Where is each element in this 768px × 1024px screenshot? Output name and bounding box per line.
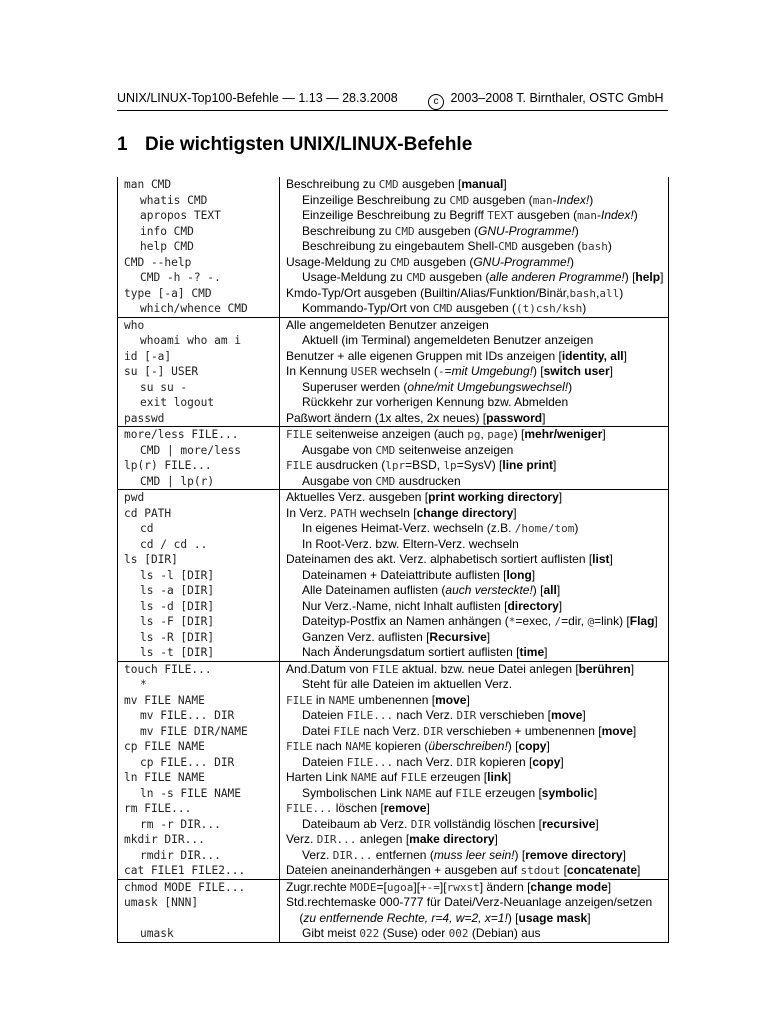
section-title-text: Die wichtigsten UNIX/LINUX-Befehle: [145, 134, 473, 155]
command-cell: mv FILE... DIR: [118, 708, 280, 724]
command-cell: chmod MODE FILE...: [118, 879, 280, 895]
table-row: [118, 349, 669, 365]
table-row: [118, 255, 669, 271]
description-cell: Verz. DIR... anlegen [make directory]: [280, 832, 669, 848]
description-cell: Dateien FILE... nach Verz. DIR kopieren [copy]: [280, 755, 669, 771]
header-copyright-text: 2003–2008 T. Birnthaler, OSTC GmbH: [450, 91, 664, 105]
command-cell: ls -a [DIR]: [118, 583, 280, 599]
table-row: [118, 506, 669, 522]
table-row: [118, 521, 669, 537]
table-row: [118, 317, 669, 333]
command-cell: umask: [118, 926, 280, 942]
table-row: [118, 474, 669, 490]
command-cell: *: [118, 677, 280, 693]
description-cell: Dateinamen des akt. Verz. alphabetisch sortiert auflisten [list]: [280, 552, 669, 568]
command-cell: man CMD: [118, 177, 280, 193]
command-table: [117, 177, 669, 943]
description-cell: Dateien aneinanderhängen + ausgeben auf stdout [concatenate]: [280, 863, 669, 879]
description-cell: Beschreibung zu CMD ausgeben (GNU-Programme!): [280, 224, 669, 240]
command-cell: rmdir DIR...: [118, 848, 280, 864]
description-cell: Alle angemeldeten Benutzer anzeigen: [280, 317, 669, 333]
description-cell: Std.rechtemaske 000-777 für Datei/Verz-Neuanlage anzeigen/setzen (zu entfernende Rechte, r=4, w=2, x=1!) [usage mask]: [280, 895, 669, 926]
command-cell: CMD -h -? -.: [118, 270, 280, 286]
description-cell: Aktuell (im Terminal) angemeldeten Benutzer anzeigen: [280, 333, 669, 349]
table-row: [118, 599, 669, 615]
command-cell: help CMD: [118, 239, 280, 255]
command-cell: touch FILE...: [118, 661, 280, 677]
description-cell: Aktuelles Verz. ausgeben [print working directory]: [280, 490, 669, 506]
description-cell: Usage-Meldung zu CMD ausgeben (GNU-Programme!): [280, 255, 669, 271]
command-cell: cd / cd ..: [118, 537, 280, 553]
table-row: [118, 739, 669, 755]
description-cell: Symbolischen Link NAME auf FILE erzeugen [symbolic]: [280, 786, 669, 802]
command-cell: cd PATH: [118, 506, 280, 522]
command-cell: pwd: [118, 490, 280, 506]
description-cell: FILE seitenweise anzeigen (auch pg, page) [mehr/weniger]: [280, 427, 669, 443]
command-cell: su su -: [118, 380, 280, 396]
command-cell: ls [DIR]: [118, 552, 280, 568]
command-cell: mv FILE NAME: [118, 693, 280, 709]
section-number: 1: [117, 134, 128, 155]
command-cell: ls -d [DIR]: [118, 599, 280, 615]
command-cell: whatis CMD: [118, 193, 280, 209]
description-cell: And.Datum von FILE aktual. bzw. neue Datei anlegen [berühren]: [280, 661, 669, 677]
command-cell: umask [NNN]: [118, 895, 280, 926]
table-row: [118, 708, 669, 724]
description-cell: Ausgabe von CMD seitenweise anzeigen: [280, 443, 669, 459]
description-cell: FILE... löschen [remove]: [280, 801, 669, 817]
table-row: [118, 677, 669, 693]
command-cell: ls -F [DIR]: [118, 614, 280, 630]
header-left: UNIX/LINUX-Top100-Befehle — 1.13 — 28.3.2008: [117, 91, 398, 105]
table-row: [118, 537, 669, 553]
command-cell: which/whence CMD: [118, 301, 280, 317]
command-cell: exit logout: [118, 395, 280, 411]
description-cell: Verz. DIR... entfernen (muss leer sein!) [remove directory]: [280, 848, 669, 864]
command-cell: rm -r DIR...: [118, 817, 280, 833]
table-row: [118, 411, 669, 427]
table-row: [118, 755, 669, 771]
header-right: [428, 91, 664, 110]
command-cell: lp(r) FILE...: [118, 458, 280, 474]
command-cell: apropos TEXT: [118, 208, 280, 224]
table-row: [118, 832, 669, 848]
description-cell: Beschreibung zu eingebautem Shell-CMD ausgeben (bash): [280, 239, 669, 255]
table-row: [118, 693, 669, 709]
table-row: [118, 193, 669, 209]
description-cell: Gibt meist 022 (Suse) oder 002 (Debian) aus: [280, 926, 669, 942]
description-cell: Paßwort ändern (1x altes, 2x neues) [password]: [280, 411, 669, 427]
description-cell: Zugr.rechte MODE=[ugoa][+-=][rwxst] ändern [change mode]: [280, 879, 669, 895]
command-cell: type [-a] CMD: [118, 286, 280, 302]
table-row: [118, 895, 669, 926]
table-row: [118, 645, 669, 661]
command-cell: CMD | more/less: [118, 443, 280, 459]
description-cell: Ganzen Verz. auflisten [Recursive]: [280, 630, 669, 646]
table-row: [118, 239, 669, 255]
table-row: [118, 630, 669, 646]
description-cell: In Verz. PATH wechseln [change directory]: [280, 506, 669, 522]
command-cell: more/less FILE...: [118, 427, 280, 443]
command-cell: passwd: [118, 411, 280, 427]
command-cell: cd: [118, 521, 280, 537]
description-cell: Alle Dateinamen auflisten (auch versteckte!) [all]: [280, 583, 669, 599]
description-cell: Einzeilige Beschreibung zu CMD ausgeben (man-Index!): [280, 193, 669, 209]
description-cell: Harten Link NAME auf FILE erzeugen [link]: [280, 770, 669, 786]
description-cell: Benutzer + alle eigenen Gruppen mit IDs anzeigen [identity, all]: [280, 349, 669, 365]
description-cell: Kmdo-Typ/Ort ausgeben (Builtin/Alias/Funktion/Binär,bash,all): [280, 286, 669, 302]
table-row: [118, 301, 669, 317]
table-row: [118, 427, 669, 443]
table-row: [118, 786, 669, 802]
table-row: [118, 879, 669, 895]
description-cell: Nach Änderungsdatum sortiert auflisten [time]: [280, 645, 669, 661]
description-cell: Ausgabe von CMD ausdrucken: [280, 474, 669, 490]
command-cell: cat FILE1 FILE2...: [118, 863, 280, 879]
description-cell: Steht für alle Dateien im aktuellen Verz.: [280, 677, 669, 693]
command-cell: mv FILE DIR/NAME: [118, 724, 280, 740]
command-cell: su [-] USER: [118, 364, 280, 380]
description-cell: Dateinamen + Dateiattribute auflisten [long]: [280, 568, 669, 584]
table-row: [118, 286, 669, 302]
table-row: [118, 490, 669, 506]
header-rule: [117, 110, 668, 111]
table-row: [118, 364, 669, 380]
command-cell: ls -R [DIR]: [118, 630, 280, 646]
table-row: [118, 661, 669, 677]
description-cell: Nur Verz.-Name, nicht Inhalt auflisten [directory]: [280, 599, 669, 615]
description-cell: Dateien FILE... nach Verz. DIR verschieben [move]: [280, 708, 669, 724]
table-row: [118, 380, 669, 396]
table-row: [118, 926, 669, 942]
command-cell: whoami who am i: [118, 333, 280, 349]
table-row: [118, 568, 669, 584]
table-row: [118, 848, 669, 864]
command-cell: mkdir DIR...: [118, 832, 280, 848]
description-cell: FILE nach NAME kopieren (überschreiben!) [copy]: [280, 739, 669, 755]
table-row: [118, 208, 669, 224]
command-cell: CMD --help: [118, 255, 280, 271]
command-cell: id [-a]: [118, 349, 280, 365]
table-row: [118, 333, 669, 349]
table-row: [118, 770, 669, 786]
description-cell: FILE in NAME umbenennen [move]: [280, 693, 669, 709]
description-cell: Superuser werden (ohne/mit Umgebungswechsel!): [280, 380, 669, 396]
description-cell: Dateibaum ab Verz. DIR vollständig löschen [recursive]: [280, 817, 669, 833]
description-cell: In eigenes Heimat-Verz. wechseln (z.B. /home/tom): [280, 521, 669, 537]
table-row: [118, 863, 669, 879]
table-row: [118, 724, 669, 740]
table-row: [118, 552, 669, 568]
description-cell: In Root-Verz. bzw. Eltern-Verz. wechseln: [280, 537, 669, 553]
command-cell: info CMD: [118, 224, 280, 240]
table-row: [118, 270, 669, 286]
command-cell: ls -l [DIR]: [118, 568, 280, 584]
table-row: [118, 583, 669, 599]
description-cell: In Kennung USER wechseln (-=mit Umgebung!) [switch user]: [280, 364, 669, 380]
table-row: [118, 458, 669, 474]
description-cell: Usage-Meldung zu CMD ausgeben (alle anderen Programme!) [help]: [280, 270, 669, 286]
table-row: [118, 177, 669, 193]
table-row: [118, 224, 669, 240]
command-cell: ls -t [DIR]: [118, 645, 280, 661]
table-row: [118, 801, 669, 817]
command-cell: cp FILE NAME: [118, 739, 280, 755]
table-row: [118, 817, 669, 833]
description-cell: Dateityp-Postfix an Namen anhängen (*=exec, /=dir, @=link) [Flag]: [280, 614, 669, 630]
table-row: [118, 443, 669, 459]
description-cell: FILE ausdrucken (lpr=BSD, lp=SysV) [line print]: [280, 458, 669, 474]
table-row: [118, 614, 669, 630]
command-table-body: [118, 177, 669, 942]
command-cell: CMD | lp(r): [118, 474, 280, 490]
description-cell: Einzeilige Beschreibung zu Begriff TEXT ausgeben (man-Index!): [280, 208, 669, 224]
description-cell: Kommando-Typ/Ort von CMD ausgeben ((t)csh/ksh): [280, 301, 669, 317]
section-title: [117, 134, 472, 156]
command-cell: ln FILE NAME: [118, 770, 280, 786]
command-cell: cp FILE... DIR: [118, 755, 280, 771]
table-row: [118, 395, 669, 411]
command-cell: ln -s FILE NAME: [118, 786, 280, 802]
copyright-icon: c: [428, 94, 444, 110]
command-cell: rm FILE...: [118, 801, 280, 817]
description-cell: Beschreibung zu CMD ausgeben [manual]: [280, 177, 669, 193]
description-cell: Rückkehr zur vorherigen Kennung bzw. Abmelden: [280, 395, 669, 411]
description-cell: Datei FILE nach Verz. DIR verschieben + umbenennen [move]: [280, 724, 669, 740]
command-cell: who: [118, 317, 280, 333]
